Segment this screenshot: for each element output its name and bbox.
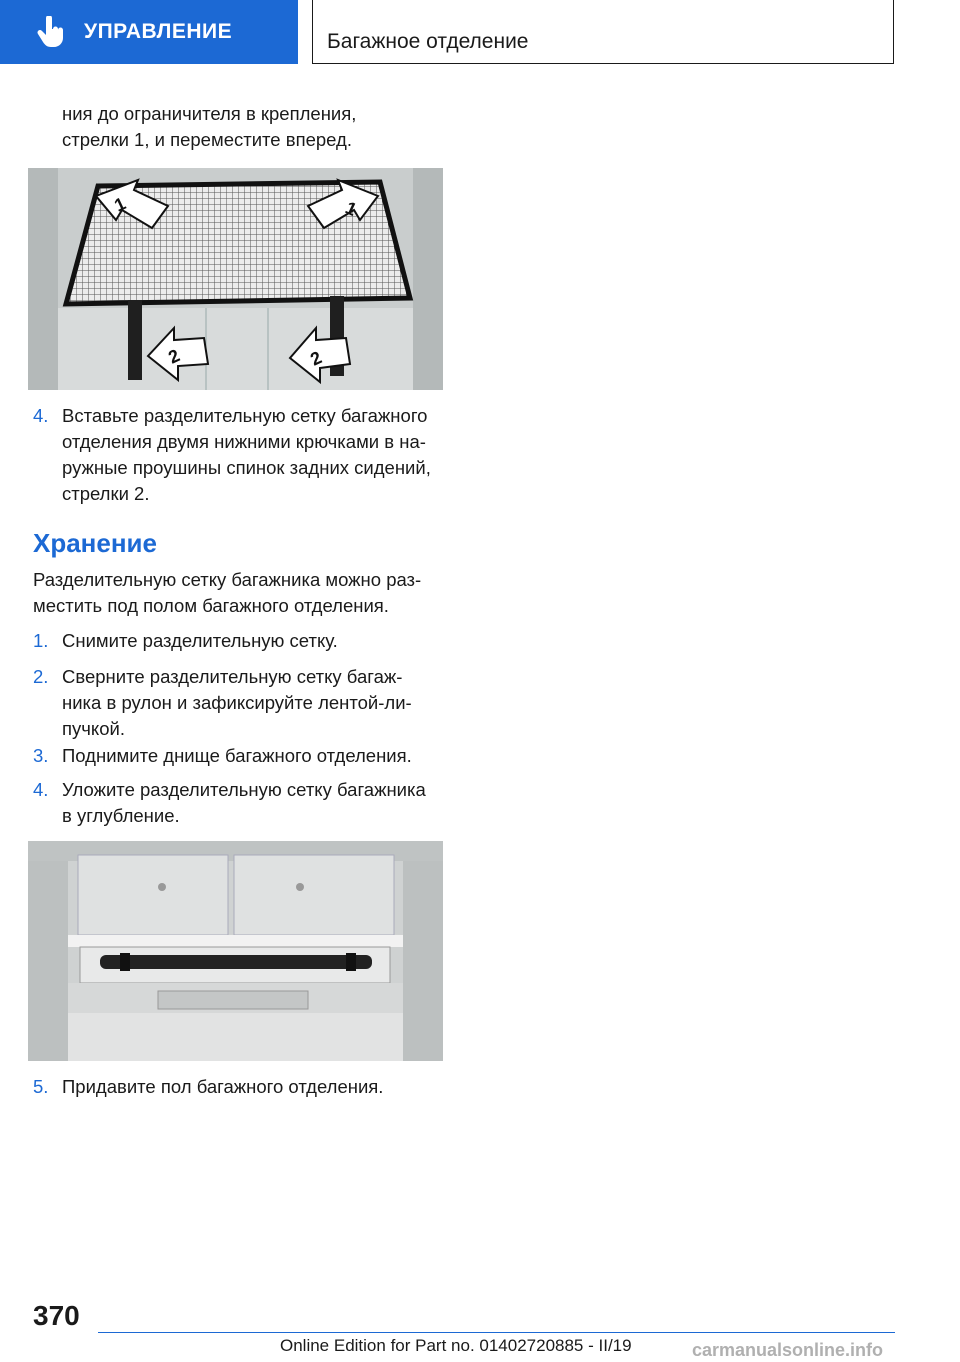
section-label: УПРАВЛЕНИЕ — [84, 20, 233, 43]
step-number: 1. — [33, 630, 49, 651]
figure1-label-1b: 1 — [342, 197, 360, 220]
storage-heading: Хранение — [33, 528, 157, 558]
watermark: carmanualsonline.info — [692, 1340, 884, 1360]
step-number: 2. — [33, 666, 49, 687]
step-number: 4. — [33, 779, 49, 800]
step-number: 5. — [33, 1076, 49, 1097]
section-tab[interactable] — [0, 0, 298, 64]
figure1-label-2b: 2 — [307, 347, 325, 370]
figure1-label-2a: 2 — [165, 345, 183, 368]
step-text: Придавите пол багажного отделения. — [62, 1076, 384, 1097]
figure-net-storage — [28, 841, 443, 1061]
page-number: 370 — [33, 1300, 80, 1331]
step-text: Уложите разделительную сетку багажника в углубление. — [62, 779, 426, 826]
hand-pointer-icon — [34, 14, 66, 50]
footer-edition: Online Edition for Part no. 01402720885 - II/19 — [280, 1336, 632, 1355]
step-text: Поднимите днище багажного отделения. — [62, 745, 412, 766]
figure1-label-1a: 1 — [111, 193, 129, 216]
storage-intro: Разделительную сетку багажника можно раз- местить под полом багажного отделения. — [33, 569, 422, 616]
footer-divider — [98, 1332, 895, 1333]
step-text: Вставьте разделительную сетку багажного отделения двумя нижними крючками в на- ружные проушины спинок задних сидений, стрелки 2. — [62, 405, 431, 504]
intro-paragraph: ния до ограничителя в крепления, стрелки 1, и переместите вперед. — [62, 103, 357, 150]
step-text: Сверните разделительную сетку багаж- ника в рулон и зафиксируйте лентой-ли- пучкой. — [62, 666, 412, 739]
step-number: 3. — [33, 745, 49, 766]
step-text: Снимите разделительную сетку. — [62, 630, 338, 651]
figure-cargo-net — [28, 168, 443, 390]
chapter-title: Багажное отделение — [327, 30, 529, 53]
step-number: 4. — [33, 405, 49, 426]
chapter-header — [312, 0, 894, 64]
